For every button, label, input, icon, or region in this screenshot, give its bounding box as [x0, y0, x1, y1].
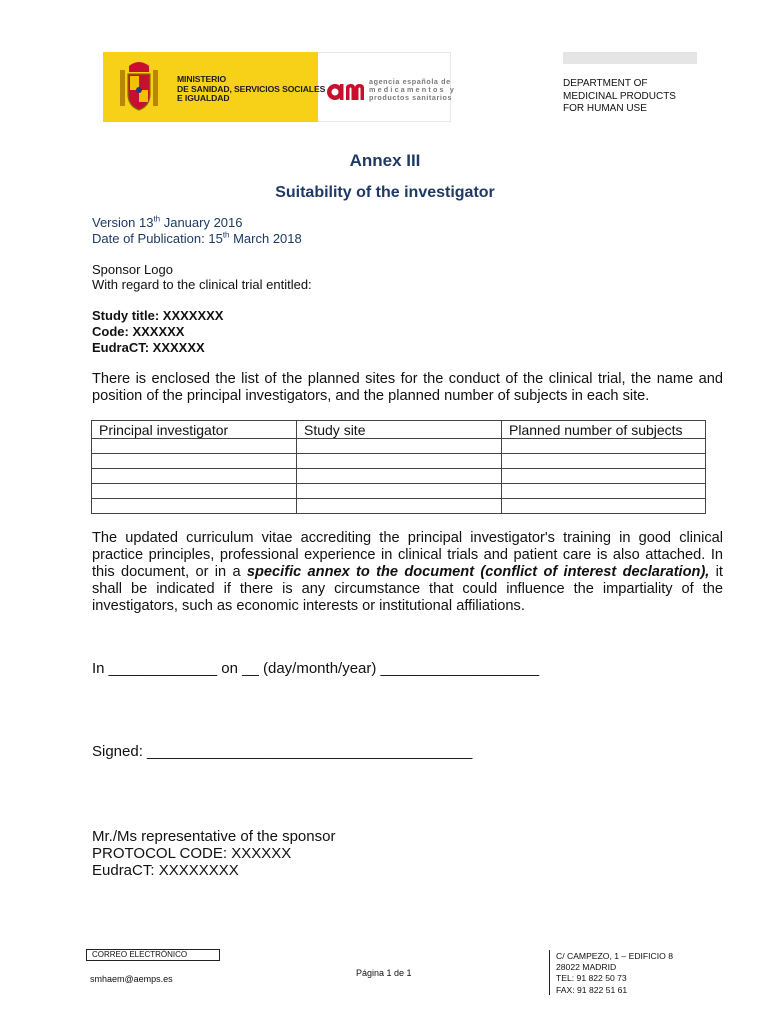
column-header: Study site: [297, 421, 502, 439]
table-cell[interactable]: [297, 499, 502, 514]
study-title: Study title: XXXXXXX: [92, 308, 224, 323]
representative-block: [92, 828, 335, 879]
representative-eudract: EudraCT: XXXXXXXX: [92, 862, 239, 879]
footer-divider: [549, 950, 550, 995]
table-header-row: [92, 421, 706, 439]
ministry-line-1: MINISTERIO: [177, 74, 227, 84]
study-eudract: EudraCT: XXXXXX: [92, 340, 205, 355]
footer-email[interactable]: smhaem@aemps.es: [90, 974, 173, 984]
document-subtitle: Suitability of the investigator: [275, 184, 495, 201]
table-cell[interactable]: [502, 454, 706, 469]
signature-line[interactable]: Signed: _______________________________________: [92, 743, 473, 760]
agency-line-1: agencia española de: [369, 77, 451, 86]
table-row: [92, 484, 706, 499]
table-cell[interactable]: [502, 499, 706, 514]
table-row: [92, 499, 706, 514]
table-cell[interactable]: [297, 469, 502, 484]
ministry-line-2: DE SANIDAD, SERVICIOS SOCIALES: [177, 83, 326, 94]
coat-of-arms-icon: [118, 60, 160, 114]
annex-title: Annex III: [349, 151, 421, 170]
table-cell[interactable]: [92, 469, 297, 484]
address-line-1: C/ CAMPEZO, 1 – EDIFICIO 8: [556, 951, 673, 961]
table-cell[interactable]: [92, 439, 297, 454]
version-block: [92, 215, 302, 247]
table-cell[interactable]: [297, 454, 502, 469]
cv-text-part-2: it shall be indicated if there is any circumstance that could influence the impartiality of the investigators, such as economic interests or institutional affiliations.: [92, 564, 723, 614]
column-header: Principal investigator: [92, 421, 297, 439]
representative-title: Mr./Ms representative of the sponsor: [92, 828, 336, 845]
department-line-3: FOR HUMAN USE: [563, 103, 647, 114]
cv-emphasis: specific annex to the document (conflict of interest declaration),: [246, 564, 710, 580]
sponsor-logo-label: Sponsor Logo: [92, 262, 173, 277]
column-header: Planned number of subjects: [502, 421, 706, 439]
department-line-1: DEPARTMENT OF: [563, 78, 648, 89]
department-label: [563, 78, 676, 116]
table-cell[interactable]: [92, 454, 297, 469]
table-cell[interactable]: [502, 439, 706, 454]
address-line-3: TEL: 91 822 50 73: [556, 973, 627, 984]
table-cell[interactable]: [297, 484, 502, 499]
table-cell[interactable]: [92, 499, 297, 514]
table-row: [92, 469, 706, 484]
table-cell[interactable]: [502, 469, 706, 484]
ministry-line-3: E IGUALDAD: [177, 93, 230, 103]
table-cell[interactable]: [502, 484, 706, 499]
agency-line-3: productos sanitarios: [369, 93, 453, 102]
version-line: Version 13th January 2016: [92, 214, 243, 230]
address-line-2: 28022 MADRID: [556, 962, 617, 973]
protocol-code: PROTOCOL CODE: XXXXXX: [92, 845, 292, 862]
study-code: Code: XXXXXX: [92, 324, 185, 339]
cv-text-part-1: The updated curriculum vitae accrediting the principal investigator's training in good clinical practice principles, professional experience in clinical trials and patient care is also attached. In this document, or in a: [92, 530, 723, 580]
intro-paragraph: There is enclosed the list of the planned sites for the conduct of the clinical trial, the name and position of the principal investigators, and the planned number of subjects in each site.: [92, 371, 723, 404]
aemps-logo-icon: [326, 78, 366, 106]
study-identification: [92, 308, 223, 356]
agency-line-2: medicamentos y: [369, 85, 457, 94]
department-line-2: MEDICINAL PRODUCTS: [563, 90, 676, 102]
sites-table: [91, 420, 706, 514]
place-date-line[interactable]: In _____________ on __ (day/month/year) ___________________: [92, 660, 540, 677]
publication-date-line: Date of Publication: 15th March 2018: [92, 230, 302, 246]
table-row: [92, 439, 706, 454]
agency-name: [369, 78, 456, 102]
cv-paragraph: [92, 530, 723, 615]
ministry-name: [177, 75, 325, 104]
address-line-4: FAX: 91 822 51 61: [556, 984, 628, 995]
footer-address: [556, 951, 673, 996]
header-gray-bar: [563, 52, 697, 64]
page-number: Página 1 de 1: [356, 968, 412, 978]
correo-label: CORREO ELECTRÓNICO: [86, 949, 220, 961]
table-cell[interactable]: [92, 484, 297, 499]
regard-text: With regard to the clinical trial entitled:: [92, 277, 312, 292]
table-row: [92, 454, 706, 469]
table-cell[interactable]: [297, 439, 502, 454]
